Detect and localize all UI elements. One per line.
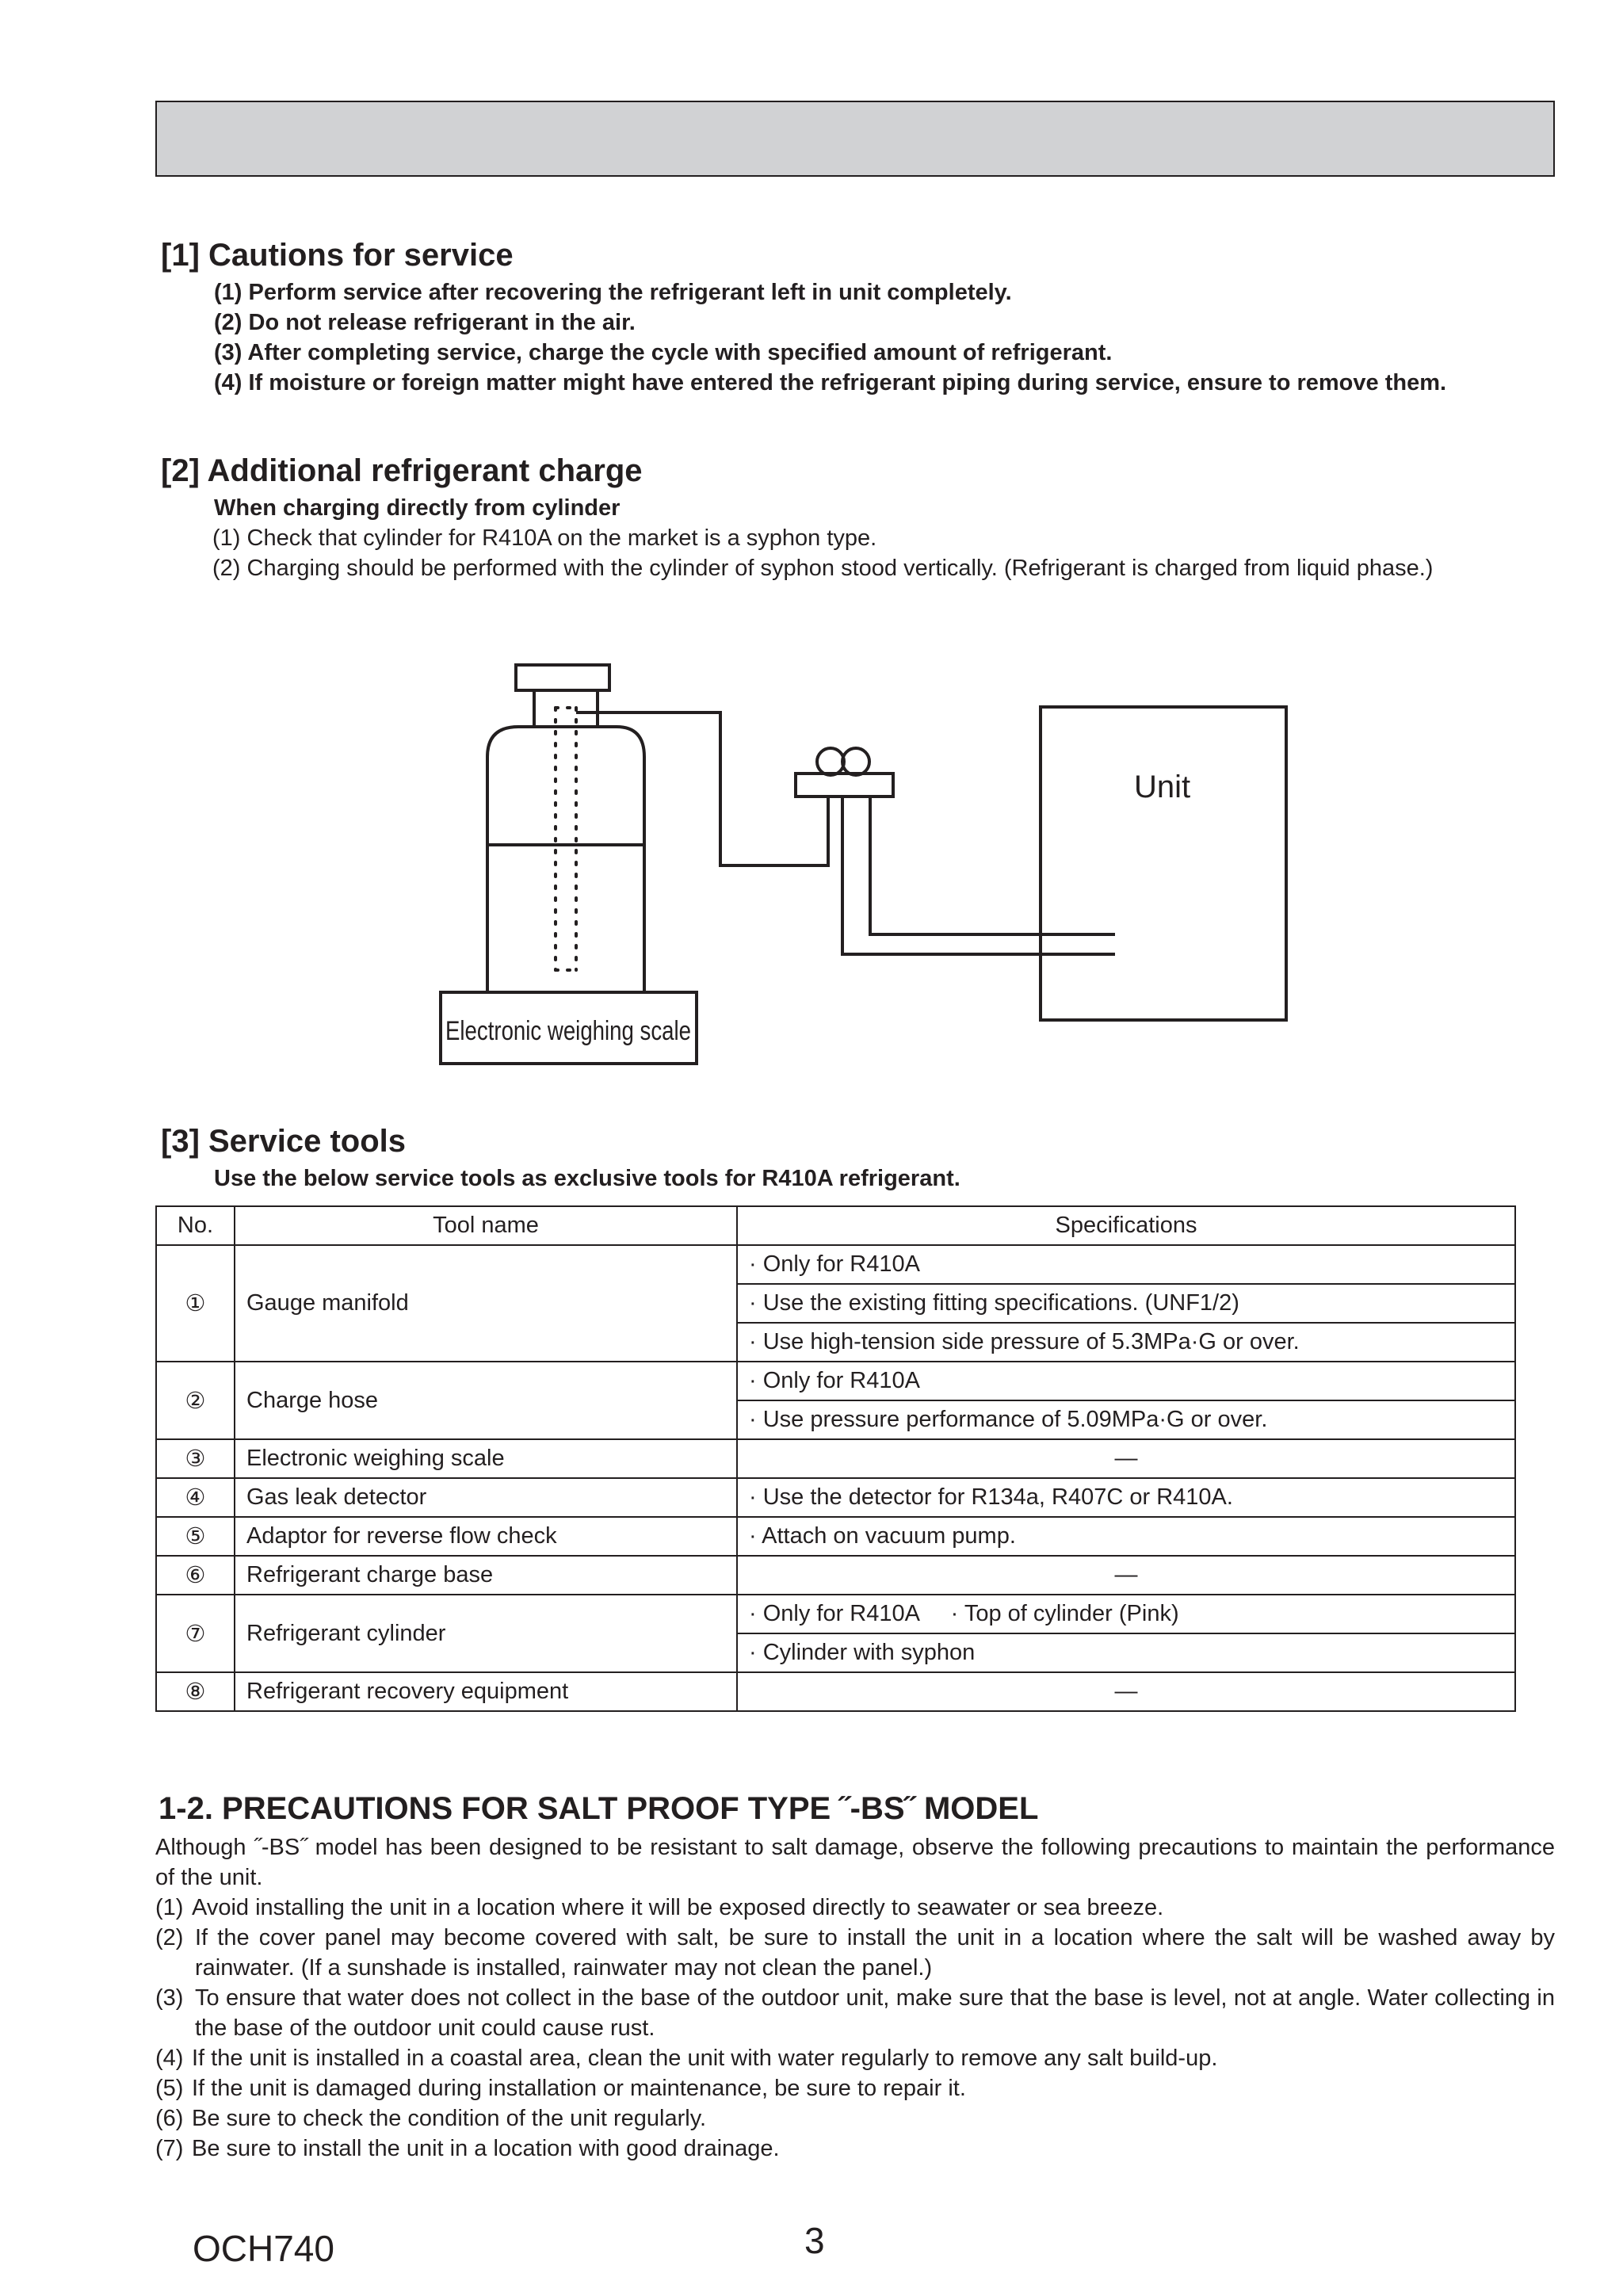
salt-item-num: (6) bbox=[155, 2106, 184, 2131]
charge-hose-pipe bbox=[576, 712, 828, 865]
table-row bbox=[156, 1672, 1515, 1711]
salt-item-num: (7) bbox=[155, 2136, 184, 2161]
salt-intro: Although ˝-BS˝ model has been designed to be resistant to salt damage, observe the following precautions to maintain the performance of the unit. bbox=[155, 1835, 1555, 1890]
row-no: ② bbox=[156, 1362, 235, 1439]
charge-item: (1) Check that cylinder for R410A on the market is a syphon type. bbox=[212, 525, 877, 551]
cylinder-cap bbox=[516, 665, 609, 690]
salt-item-text: If the unit is damaged during installation or maintenance, be sure to repair it. bbox=[192, 2076, 966, 2101]
salt-item-text: Be sure to check the condition of the unit regularly. bbox=[192, 2106, 707, 2131]
table-row bbox=[156, 1478, 1515, 1517]
salt-item-text: To ensure that water does not collect in the base of the outdoor unit, make sure that the base is level, not at angle. Water collecting in the base of the outdoor unit could cause rust. bbox=[195, 1985, 1555, 2041]
salt-item-num: (4) bbox=[155, 2046, 184, 2071]
charge-title: [2] Additional refrigerant charge bbox=[161, 453, 643, 488]
row-spec: · Cylinder with syphon bbox=[737, 1633, 1515, 1672]
row-tool-name: Refrigerant cylinder bbox=[235, 1595, 737, 1672]
row-spec: · Only for R410A · Top of cylinder (Pink) bbox=[737, 1595, 1515, 1633]
header-tool-name: Tool name bbox=[235, 1206, 737, 1245]
caution-item: (2) Do not release refrigerant in the air. bbox=[214, 310, 636, 335]
table-row bbox=[156, 1595, 1515, 1633]
row-spec: · Only for R410A bbox=[737, 1362, 1515, 1400]
service-tools-table bbox=[155, 1205, 1516, 1712]
cylinder-body bbox=[487, 727, 644, 992]
row-no: ③ bbox=[156, 1439, 235, 1478]
unit-pipe-upper bbox=[870, 797, 1115, 934]
caution-item: (1) Perform service after recovering the refrigerant left in unit completely. bbox=[214, 280, 1012, 305]
salt-item bbox=[155, 1923, 1555, 1983]
tools-subtitle: Use the below service tools as exclusive tools for R410A refrigerant. bbox=[214, 1166, 960, 1191]
charging-diagram bbox=[0, 0, 1623, 1110]
page-number: 3 bbox=[804, 2220, 825, 2261]
syphon-tube bbox=[556, 708, 576, 970]
salt-list bbox=[155, 1893, 1555, 2164]
tools-title: [3] Service tools bbox=[161, 1124, 407, 1159]
salt-item-num: (1) bbox=[155, 1895, 184, 1920]
row-no: ⑦ bbox=[156, 1595, 235, 1672]
salt-item-text: If the cover panel may become covered with salt, be sure to install the unit in a location where the salt will be washed away by rainwater. (If a sunshade is installed, rainwater may not clean the panel.) bbox=[195, 1925, 1555, 1981]
row-no: ⑧ bbox=[156, 1672, 235, 1711]
table-row bbox=[156, 1556, 1515, 1595]
row-no: ⑤ bbox=[156, 1517, 235, 1556]
gauge-right-icon bbox=[842, 748, 869, 775]
row-spec: · Only for R410A bbox=[737, 1245, 1515, 1284]
salt-item bbox=[155, 1983, 1555, 2043]
row-tool-name: Electronic weighing scale bbox=[235, 1439, 737, 1478]
table-row bbox=[156, 1439, 1515, 1478]
salt-title: 1-2. PRECAUTIONS FOR SALT PROOF TYPE ˝-BS˝ MODEL bbox=[158, 1791, 1039, 1826]
salt-item bbox=[155, 2043, 1555, 2073]
caution-item: (3) After completing service, charge the cycle with specified amount of refrigerant. bbox=[214, 340, 1113, 365]
salt-item-num: (2) bbox=[155, 1925, 184, 1950]
row-tool-name: Refrigerant recovery equipment bbox=[235, 1672, 737, 1711]
salt-item-num: (5) bbox=[155, 2076, 184, 2101]
row-spec: — bbox=[737, 1672, 1515, 1711]
table-row bbox=[156, 1517, 1515, 1556]
charge-subtitle: When charging directly from cylinder bbox=[214, 495, 621, 521]
salt-item-num: (3) bbox=[155, 1985, 184, 2011]
row-no: ④ bbox=[156, 1478, 235, 1517]
row-spec: · Use high-tension side pressure of 5.3MPa·G or over. bbox=[737, 1323, 1515, 1362]
row-tool-name: Refrigerant charge base bbox=[235, 1556, 737, 1595]
salt-item bbox=[155, 2103, 1555, 2134]
row-spec: — bbox=[737, 1556, 1515, 1595]
header-specifications: Specifications bbox=[737, 1206, 1515, 1245]
row-spec: — bbox=[737, 1439, 1515, 1478]
salt-item bbox=[155, 2073, 1555, 2103]
scale-label: Electronic weighing scale bbox=[445, 1016, 691, 1046]
row-spec: · Use the detector for R134a, R407C or R410A. bbox=[737, 1478, 1515, 1517]
caution-item: (4) If moisture or foreign matter might have entered the refrigerant piping during service, ensure to remove them. bbox=[214, 370, 1447, 395]
row-tool-name: Gauge manifold bbox=[235, 1245, 737, 1362]
row-tool-name: Gas leak detector bbox=[235, 1478, 737, 1517]
row-spec: · Attach on vacuum pump. bbox=[737, 1517, 1515, 1556]
row-tool-name: Charge hose bbox=[235, 1362, 737, 1439]
row-no: ⑥ bbox=[156, 1556, 235, 1595]
cylinder-neck bbox=[534, 690, 598, 727]
row-spec: · Use the existing fitting specifications. (UNF1/2) bbox=[737, 1284, 1515, 1323]
salt-item bbox=[155, 2134, 1555, 2164]
salt-item bbox=[155, 1893, 1555, 1923]
table-row bbox=[156, 1245, 1515, 1284]
gauge-manifold bbox=[796, 774, 893, 797]
unit-box bbox=[1041, 707, 1286, 1020]
gauge-left-icon bbox=[817, 748, 844, 775]
document-code: OCH740 bbox=[193, 2228, 334, 2269]
service-tools-table-wrap bbox=[155, 1205, 1516, 1712]
unit-label: Unit bbox=[1134, 770, 1191, 804]
row-tool-name: Adaptor for reverse flow check bbox=[235, 1517, 737, 1556]
charge-item: (2) Charging should be performed with the cylinder of syphon stood vertically. (Refrigerant is charged from liquid phase.) bbox=[212, 556, 1434, 581]
cautions-title: [1] Cautions for service bbox=[161, 238, 514, 273]
table-header-row bbox=[156, 1206, 1515, 1245]
salt-item-text: Be sure to install the unit in a location with good drainage. bbox=[192, 2136, 780, 2161]
salt-item-text: If the unit is installed in a coastal area, clean the unit with water regularly to remove any salt build-up. bbox=[192, 2046, 1218, 2071]
unit-pipe-lower bbox=[842, 797, 1115, 954]
salt-item-text: Avoid installing the unit in a location where it will be exposed directly to seawater or sea breeze. bbox=[192, 1895, 1164, 1920]
table-row bbox=[156, 1362, 1515, 1400]
row-no: ① bbox=[156, 1245, 235, 1362]
header-no: No. bbox=[156, 1206, 235, 1245]
row-spec: · Use pressure performance of 5.09MPa·G or over. bbox=[737, 1400, 1515, 1439]
